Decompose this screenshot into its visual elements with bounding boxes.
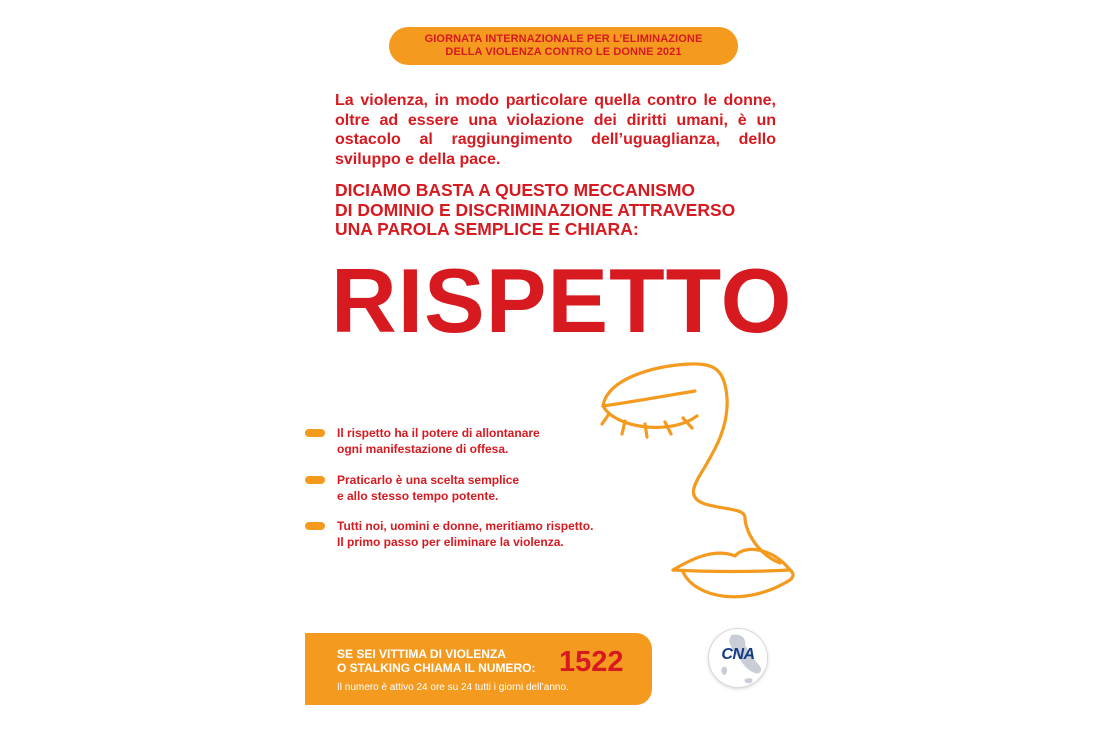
call-to-action — [335, 181, 805, 240]
hotline-line2: O STALKING CHIAMA IL NUMERO: — [337, 661, 536, 675]
event-title-line1: GIORNATA INTERNAZIONALE PER L’ELIMINAZIONE — [424, 33, 703, 45]
cna-logo — [709, 629, 767, 687]
call-line-3: UNA PAROLA SEMPLICE E CHIARA: — [335, 219, 639, 239]
headline-rispetto: RISPETTO — [331, 251, 793, 352]
intro-paragraph — [335, 91, 776, 169]
list-item — [305, 473, 605, 504]
call-line-2: DI DOMINIO E DISCRIMINAZIONE ATTRAVERSO — [335, 199, 736, 220]
bullet-line: ogni manifestazione di offesa. — [337, 441, 509, 456]
call-line-1: DICIAMO BASTA A QUESTO MECCANISMO — [335, 180, 696, 200]
logo-text: CNA — [721, 646, 755, 663]
event-title-badge — [389, 27, 738, 65]
hotline-line1: SE SEI VITTIMA DI VIOLENZA — [337, 647, 506, 661]
list-item — [305, 426, 605, 457]
bullet-text — [337, 426, 540, 457]
list-item — [305, 519, 605, 550]
bullet-line: Il primo passo per eliminare la violenza. — [337, 534, 564, 549]
bullet-line: Tutti noi, uomini e donne, meritiamo rispetto. — [337, 519, 594, 533]
line-drawing-face-icon — [595, 358, 800, 613]
hotline-note: Il numero è attivo 24 ore su 24 tutti i giorni dell’anno. — [337, 682, 569, 693]
orange-dash-icon — [305, 429, 325, 437]
event-title-line2: DELLA VIOLENZA CONTRO LE DONNE 2021 — [445, 46, 682, 58]
hotline-number[interactable]: 1522 — [559, 646, 624, 678]
bullet-text — [337, 519, 593, 550]
orange-dash-icon — [305, 522, 325, 530]
hotline-box — [305, 633, 652, 705]
bullet-text — [337, 473, 519, 504]
bullet-line: Il rispetto ha il potere di allontanare — [337, 426, 540, 440]
intro-text: La violenza, in modo particolare quella contro le donne, oltre ad essere una violazione dei diritti umani, è un ostacolo al raggiungimento dell’uguaglianza, dello sviluppo e della pace. — [335, 92, 776, 168]
bullet-line: Praticarlo è una scelta semplice — [337, 473, 520, 487]
bullet-line: e allo stesso tempo potente. — [337, 488, 499, 503]
orange-dash-icon — [305, 476, 325, 484]
